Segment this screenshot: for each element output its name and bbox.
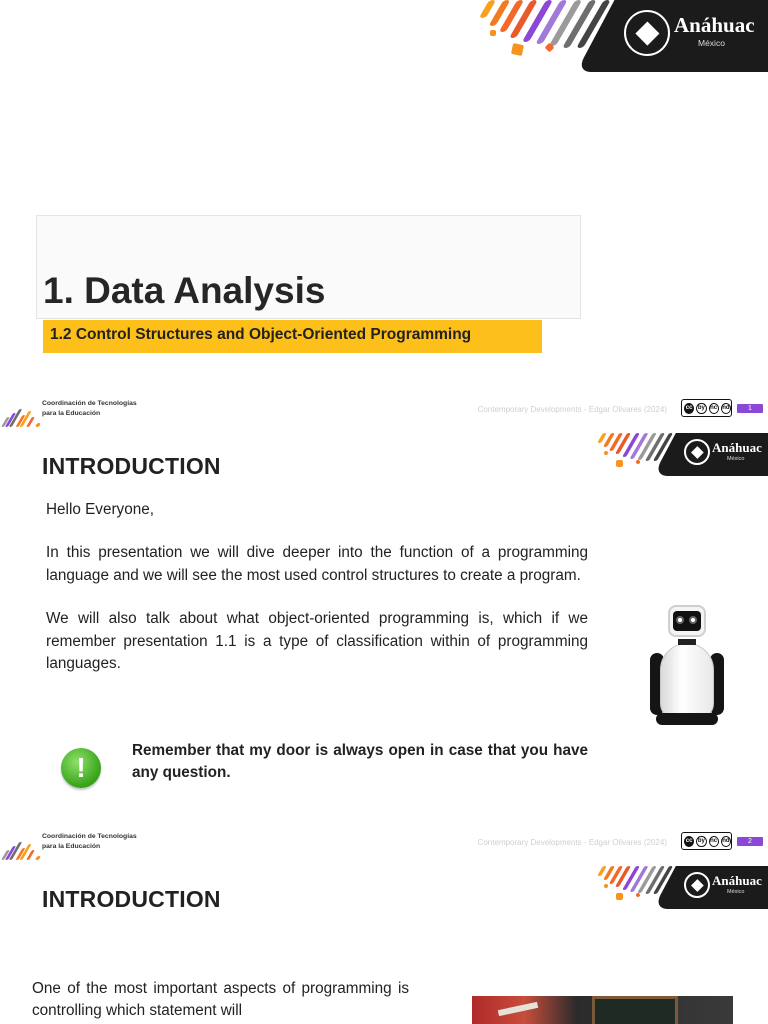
page-number: 1 xyxy=(737,404,763,413)
page-number: 2 xyxy=(737,837,763,846)
presentation-subtitle: 1.2 Control Structures and Object-Oriented Programming xyxy=(50,326,472,343)
decorative-dot xyxy=(490,30,496,36)
intro-paragraph: One of the most important aspects of programming is controlling which statement will xyxy=(32,980,409,1020)
creative-commons-license-icon xyxy=(681,399,732,417)
reminder-note: Remember that my door is always open in case that you have any question. xyxy=(132,742,588,782)
anahuac-logo-block xyxy=(596,866,768,910)
nd-icon: nd xyxy=(721,836,731,847)
brand-country: México xyxy=(727,889,745,895)
intro-paragraph-2: We will also talk about what object-oriented programming is, which if we remember presentation 1.1 is a type of classification within of programming languages. xyxy=(46,610,588,673)
brand-name: Anáhuac xyxy=(712,873,762,888)
footer-stripes xyxy=(0,836,44,860)
coordination-line-2: para la Educación xyxy=(42,410,101,417)
brand-country: México xyxy=(698,38,725,48)
coordination-label xyxy=(42,832,152,852)
slide-heading: INTRODUCTION xyxy=(42,886,221,912)
greeting-text: Hello Everyone, xyxy=(46,501,154,518)
intro-paragraph-1: In this presentation we will dive deeper into the function of a programming language and we will see the most used control structures to create a program. xyxy=(46,544,588,584)
decorative-dot xyxy=(616,893,623,900)
decorative-dot xyxy=(511,43,524,56)
university-seal-icon xyxy=(684,439,710,465)
exclamation-alert-icon: ! xyxy=(61,748,101,788)
decorative-stripes xyxy=(598,433,678,463)
robot-illustration xyxy=(650,603,724,725)
presentation-title: 1. Data Analysis xyxy=(43,270,326,311)
cc-icon: cc xyxy=(684,403,694,414)
coordination-line-2: para la Educación xyxy=(42,843,101,850)
decorative-dot xyxy=(604,884,608,888)
brand-name: Anáhuac xyxy=(674,13,755,37)
footer-credit: Contemporary Developments - Edgar Olivares (2024) xyxy=(477,838,667,847)
by-icon: by xyxy=(696,403,706,414)
nc-icon: nc xyxy=(709,836,719,847)
nc-icon: nc xyxy=(709,403,719,414)
by-icon: by xyxy=(696,836,706,847)
introduction-slide-1 xyxy=(0,433,768,866)
university-seal-icon xyxy=(684,872,710,898)
decorative-dot xyxy=(616,460,623,467)
brand-name: Anáhuac xyxy=(712,440,762,455)
introduction-slide-2 xyxy=(0,866,768,1024)
chalkboard-photo xyxy=(472,996,733,1024)
decorative-dot xyxy=(604,451,608,455)
footer-credit: Contemporary Developments - Edgar Olivares (2024) xyxy=(477,405,667,414)
slide-footer xyxy=(0,393,768,433)
anahuac-logo-block xyxy=(470,0,768,75)
university-seal-icon xyxy=(624,10,670,56)
cc-icon: cc xyxy=(684,836,694,847)
slide-footer xyxy=(0,826,768,866)
coordination-label xyxy=(42,399,152,419)
coordination-line-1: Coordinación de Tecnologías xyxy=(42,833,137,840)
slide-heading: INTRODUCTION xyxy=(42,453,221,479)
title-slide xyxy=(0,0,768,433)
footer-stripes xyxy=(0,403,44,427)
creative-commons-license-icon xyxy=(681,832,732,850)
coordination-line-1: Coordinación de Tecnologías xyxy=(42,400,137,407)
anahuac-logo-block xyxy=(596,433,768,477)
decorative-stripes xyxy=(598,866,678,896)
nd-icon: nd xyxy=(721,403,731,414)
brand-country: México xyxy=(727,456,745,462)
intro-body xyxy=(46,499,588,696)
